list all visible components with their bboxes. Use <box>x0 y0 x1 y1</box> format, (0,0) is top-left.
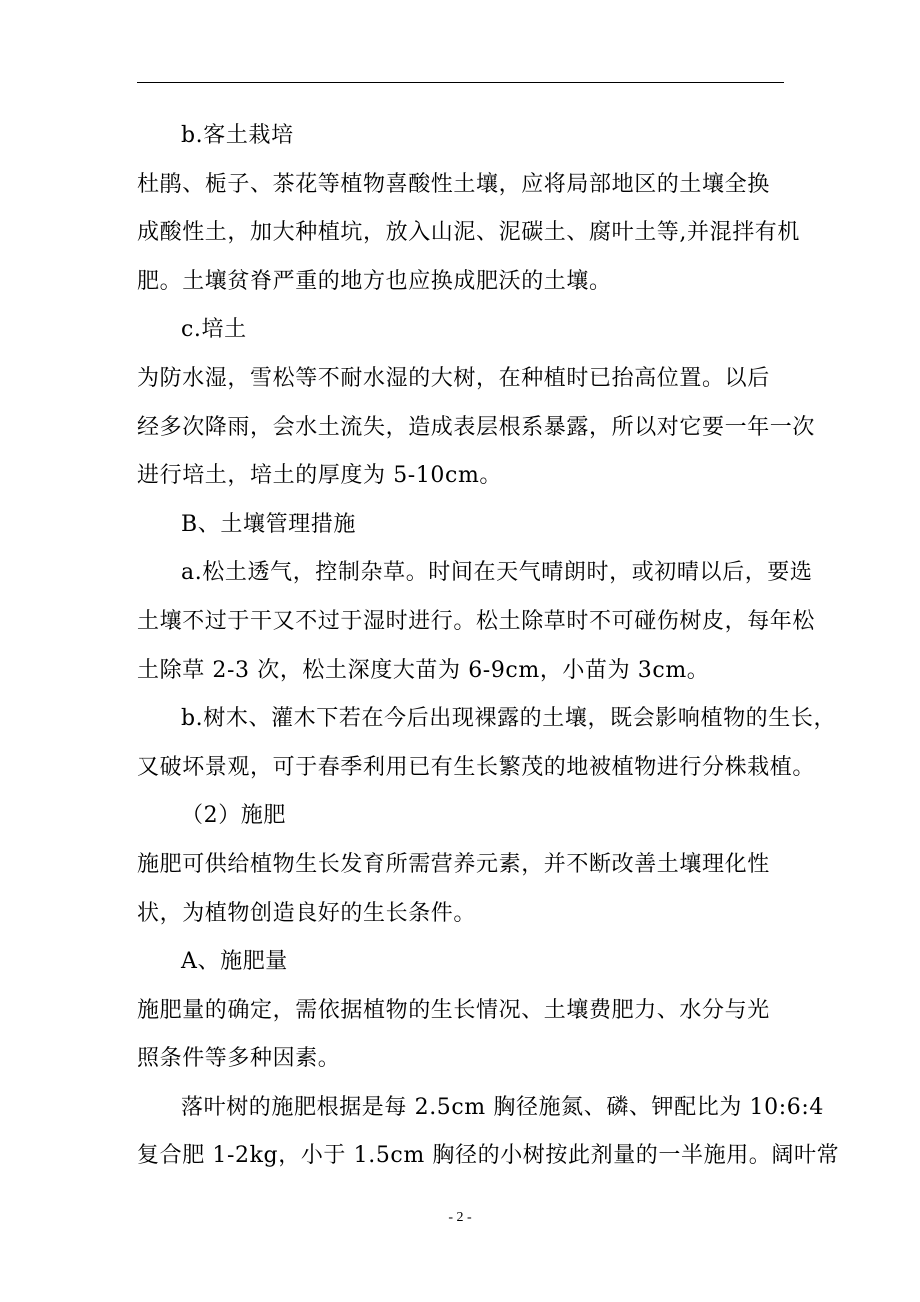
text-line: B、土壤管理措施 <box>181 511 356 537</box>
text-line: c.培土 <box>181 317 247 343</box>
text-line: 进行培土，培土的厚度为 5-10cm。 <box>137 463 503 489</box>
text-line: 肥。土壤贫脊严重的地方也应换成肥沃的土壤。 <box>137 268 612 294</box>
text-line: 成酸性土，加大种植坑，放入山泥、泥碳土、腐叶土等,并混拌有机 <box>137 220 800 246</box>
page-number: - 2 - <box>448 1210 472 1225</box>
text-line: 施肥量的确定，需依据植物的生长情况、土壤费肥力、水分与光 <box>137 997 770 1023</box>
text-line: 又破坏景观，可于春季利用已有生长繁茂的地被植物进行分株栽植。 <box>137 754 816 780</box>
text-line: 土除草 2-3 次，松土深度大苗为 6-9cm，小苗为 3cm。 <box>137 657 710 683</box>
text-line: 杜鹃、栀子、茶花等植物喜酸性土壤，应将局部地区的土壤全换 <box>137 171 770 197</box>
text-line: 照条件等多种因素。 <box>137 1046 341 1072</box>
header-rule <box>137 82 784 83</box>
text-line: 土壤不过于干又不过于湿时进行。松土除草时不可碰伤树皮，每年松 <box>137 608 816 634</box>
text-line: 施肥可供给植物生长发育所需营养元素，并不断改善土壤理化性 <box>137 851 770 877</box>
text-line: （2）施肥 <box>181 803 286 829</box>
text-line: 复合肥 1-2kg，小于 1.5cm 胸径的小树按此剂量的一半施用。阔叶常 <box>137 1143 840 1169</box>
text-line: 状，为植物创造良好的生长条件。 <box>137 900 477 926</box>
document-body <box>137 112 840 1181</box>
text-line: b.客土栽培 <box>181 123 294 148</box>
text-line: 经多次降雨，会水土流失，造成表层根系暴露，所以对它要一年一次 <box>137 414 816 440</box>
text-line: 落叶树的施肥根据是每 2.5cm 胸径施氮、磷、钾配比为 10:6:4 <box>181 1094 824 1120</box>
text-line: a.松土透气，控制杂草。时间在天气晴朗时，或初晴以后，要选 <box>181 560 813 586</box>
text-line: 为防水湿，雪松等不耐水湿的大树，在种植时已抬高位置。以后 <box>137 365 770 391</box>
text-line: b.树木、灌木下若在今后出现裸露的土壤，既会影响植物的生长， <box>181 706 837 732</box>
text-line: A、施肥量 <box>181 949 288 975</box>
